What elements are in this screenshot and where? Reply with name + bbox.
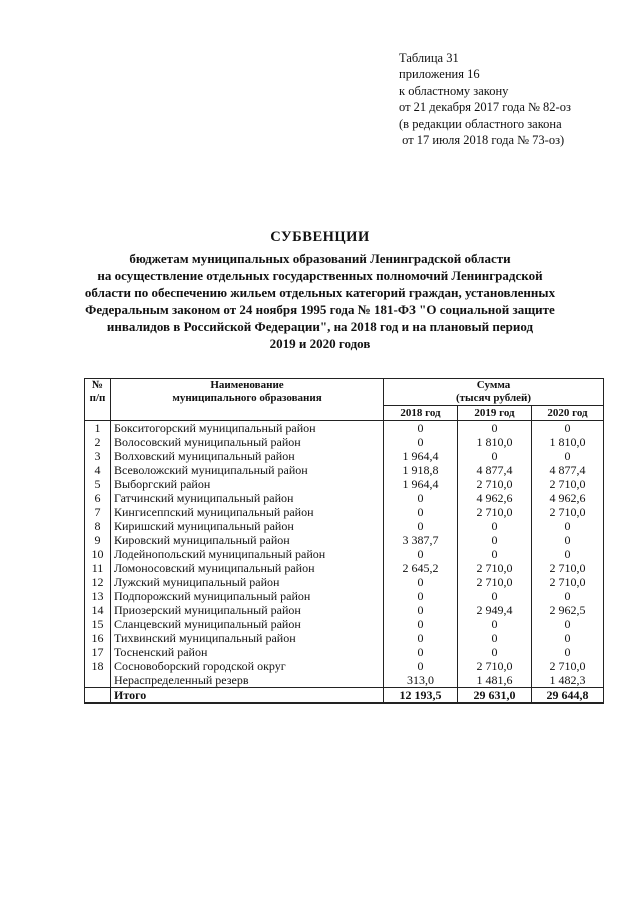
row-value-2019: 0 — [458, 589, 532, 603]
total-value-2018: 12 193,5 — [384, 688, 458, 704]
table-row — [85, 673, 604, 688]
row-value-2019: 4 962,6 — [458, 491, 532, 505]
row-value-2019: 4 877,4 — [458, 463, 532, 477]
row-name: Лужский муниципальный район — [111, 575, 384, 589]
row-value-2020: 0 — [532, 449, 604, 463]
row-value-2018: 0 — [384, 659, 458, 673]
header-num — [85, 379, 111, 421]
row-number: 2 — [85, 435, 111, 449]
row-value-2020: 2 962,5 — [532, 603, 604, 617]
title-subtitle — [60, 250, 580, 352]
row-value-2019: 2 710,0 — [458, 659, 532, 673]
row-number: 4 — [85, 463, 111, 477]
row-value-2019: 2 710,0 — [458, 477, 532, 491]
table-row — [85, 575, 604, 589]
row-name: Киришский муниципальный район — [111, 519, 384, 533]
header-sum — [384, 379, 604, 406]
appendix-note — [399, 50, 571, 148]
row-value-2018: 0 — [384, 603, 458, 617]
row-value-2020: 0 — [532, 617, 604, 631]
table-row — [85, 435, 604, 449]
table-row — [85, 603, 604, 617]
table-row — [85, 505, 604, 519]
table-row — [85, 519, 604, 533]
row-value-2018: 3 387,7 — [384, 533, 458, 547]
row-number: 8 — [85, 519, 111, 533]
row-value-2019: 0 — [458, 645, 532, 659]
title-line: 2019 и 2020 годов — [269, 336, 371, 351]
row-value-2019: 0 — [458, 547, 532, 561]
table-row — [85, 449, 604, 463]
appendix-note-line: от 17 июля 2018 года № 73-оз) — [399, 133, 565, 148]
title-line: на осуществление отдельных государственных полномочий Ленинградской — [97, 268, 543, 283]
row-number: 1 — [85, 421, 111, 436]
row-number: 12 — [85, 575, 111, 589]
row-name: Тосненский район — [111, 645, 384, 659]
row-number: 14 — [85, 603, 111, 617]
table-row — [85, 421, 604, 436]
table-row — [85, 561, 604, 575]
row-name: Нераспределенный резерв — [111, 673, 384, 688]
header-year-2018: 2018 год — [384, 406, 458, 421]
title-main: СУБВЕНЦИИ — [270, 229, 370, 245]
row-value-2019: 2 710,0 — [458, 561, 532, 575]
row-value-2019: 0 — [458, 631, 532, 645]
total-number — [85, 688, 111, 704]
row-name: Сосновоборский городской округ — [111, 659, 384, 673]
row-number: 17 — [85, 645, 111, 659]
row-value-2020: 4 962,6 — [532, 491, 604, 505]
row-number: 6 — [85, 491, 111, 505]
row-value-2018: 0 — [384, 421, 458, 436]
row-number: 11 — [85, 561, 111, 575]
row-value-2020: 0 — [532, 533, 604, 547]
row-value-2018: 0 — [384, 435, 458, 449]
row-value-2018: 1 964,4 — [384, 477, 458, 491]
row-value-2020: 4 877,4 — [532, 463, 604, 477]
row-value-2020: 2 710,0 — [532, 575, 604, 589]
row-name: Лодейнопольский муниципальный район — [111, 547, 384, 561]
appendix-note-line: (в редакции областного закона — [399, 116, 562, 131]
appendix-note-line: Таблица 31 — [399, 51, 459, 65]
row-number: 13 — [85, 589, 111, 603]
row-number: 7 — [85, 505, 111, 519]
row-number: 10 — [85, 547, 111, 561]
header-num-text: № п/п — [89, 379, 106, 404]
table-row — [85, 631, 604, 645]
table-row — [85, 659, 604, 673]
total-label: Итого — [111, 688, 384, 704]
table-row — [85, 491, 604, 505]
row-value-2019: 2 710,0 — [458, 505, 532, 519]
title-line: Федеральным законом от 24 ноября 1995 года № 181-ФЗ "О социальной защите — [85, 302, 555, 317]
total-row — [85, 688, 604, 704]
row-value-2020: 2 710,0 — [532, 561, 604, 575]
subsidies-table — [84, 378, 604, 704]
row-name: Выборгский район — [111, 477, 384, 491]
document-title — [60, 228, 580, 352]
row-name: Сланцевский муниципальный район — [111, 617, 384, 631]
row-value-2019: 0 — [458, 617, 532, 631]
row-value-2018: 0 — [384, 645, 458, 659]
row-value-2020: 1 810,0 — [532, 435, 604, 449]
header-name — [111, 379, 384, 421]
header-sum-text: Сумма (тысяч рублей) — [455, 379, 532, 404]
row-value-2020: 0 — [532, 645, 604, 659]
row-value-2019: 1 810,0 — [458, 435, 532, 449]
total-value-2019: 29 631,0 — [458, 688, 532, 704]
row-value-2019: 1 481,6 — [458, 673, 532, 688]
row-value-2019: 2 949,4 — [458, 603, 532, 617]
row-value-2020: 0 — [532, 631, 604, 645]
row-value-2020: 0 — [532, 589, 604, 603]
row-name: Кировский муниципальный район — [111, 533, 384, 547]
title-line: области по обеспечению жильем отдельных категорий граждан, установленных — [84, 285, 556, 300]
row-value-2020: 2 710,0 — [532, 477, 604, 491]
row-value-2020: 1 482,3 — [532, 673, 604, 688]
row-number: 5 — [85, 477, 111, 491]
row-value-2018: 0 — [384, 575, 458, 589]
appendix-note-line: к областному закону — [399, 83, 509, 98]
title-line: бюджетам муниципальных образований Ленинградской области — [129, 251, 511, 266]
row-name: Бокситогорский муниципальный район — [111, 421, 384, 436]
header-year-2019: 2019 год — [458, 406, 532, 421]
appendix-note-line: приложения 16 — [399, 67, 480, 82]
row-name: Ломоносовский муниципальный район — [111, 561, 384, 575]
row-value-2018: 0 — [384, 491, 458, 505]
total-value-2020: 29 644,8 — [532, 688, 604, 704]
row-name: Волховский муниципальный район — [111, 449, 384, 463]
table-row — [85, 589, 604, 603]
row-value-2020: 2 710,0 — [532, 505, 604, 519]
table-row — [85, 617, 604, 631]
row-value-2019: 2 710,0 — [458, 575, 532, 589]
row-value-2020: 0 — [532, 547, 604, 561]
row-value-2018: 0 — [384, 617, 458, 631]
row-name: Тихвинский муниципальный район — [111, 631, 384, 645]
header-year-2020: 2020 год — [532, 406, 604, 421]
table-row — [85, 463, 604, 477]
row-value-2018: 2 645,2 — [384, 561, 458, 575]
row-number: 15 — [85, 617, 111, 631]
row-value-2018: 1 918,8 — [384, 463, 458, 477]
row-value-2018: 0 — [384, 519, 458, 533]
table-row — [85, 645, 604, 659]
row-number: 16 — [85, 631, 111, 645]
row-name: Волосовский муниципальный район — [111, 435, 384, 449]
row-value-2020: 0 — [532, 519, 604, 533]
title-line: инвалидов в Российской Федерации", на 2018 год и на плановый период — [106, 319, 534, 334]
row-value-2018: 0 — [384, 631, 458, 645]
row-value-2019: 0 — [458, 519, 532, 533]
row-value-2018: 313,0 — [384, 673, 458, 688]
row-value-2018: 0 — [384, 589, 458, 603]
row-name: Всеволожский муниципальный район — [111, 463, 384, 477]
table-row — [85, 477, 604, 491]
row-value-2018: 0 — [384, 547, 458, 561]
row-number — [85, 673, 111, 688]
table-row — [85, 533, 604, 547]
row-value-2018: 0 — [384, 505, 458, 519]
row-value-2020: 2 710,0 — [532, 659, 604, 673]
row-name: Гатчинский муниципальный район — [111, 491, 384, 505]
row-number: 3 — [85, 449, 111, 463]
row-value-2019: 0 — [458, 421, 532, 436]
table-row — [85, 547, 604, 561]
header-name-text: Наименование муниципального образования — [172, 379, 322, 404]
row-value-2019: 0 — [458, 533, 532, 547]
row-number: 18 — [85, 659, 111, 673]
row-value-2019: 0 — [458, 449, 532, 463]
row-name: Подпорожский муниципальный район — [111, 589, 384, 603]
row-number: 9 — [85, 533, 111, 547]
row-name: Кингисеппский муниципальный район — [111, 505, 384, 519]
appendix-note-line: от 21 декабря 2017 года № 82-оз — [399, 100, 571, 115]
row-value-2020: 0 — [532, 421, 604, 436]
row-value-2018: 1 964,4 — [384, 449, 458, 463]
row-name: Приозерский муниципальный район — [111, 603, 384, 617]
